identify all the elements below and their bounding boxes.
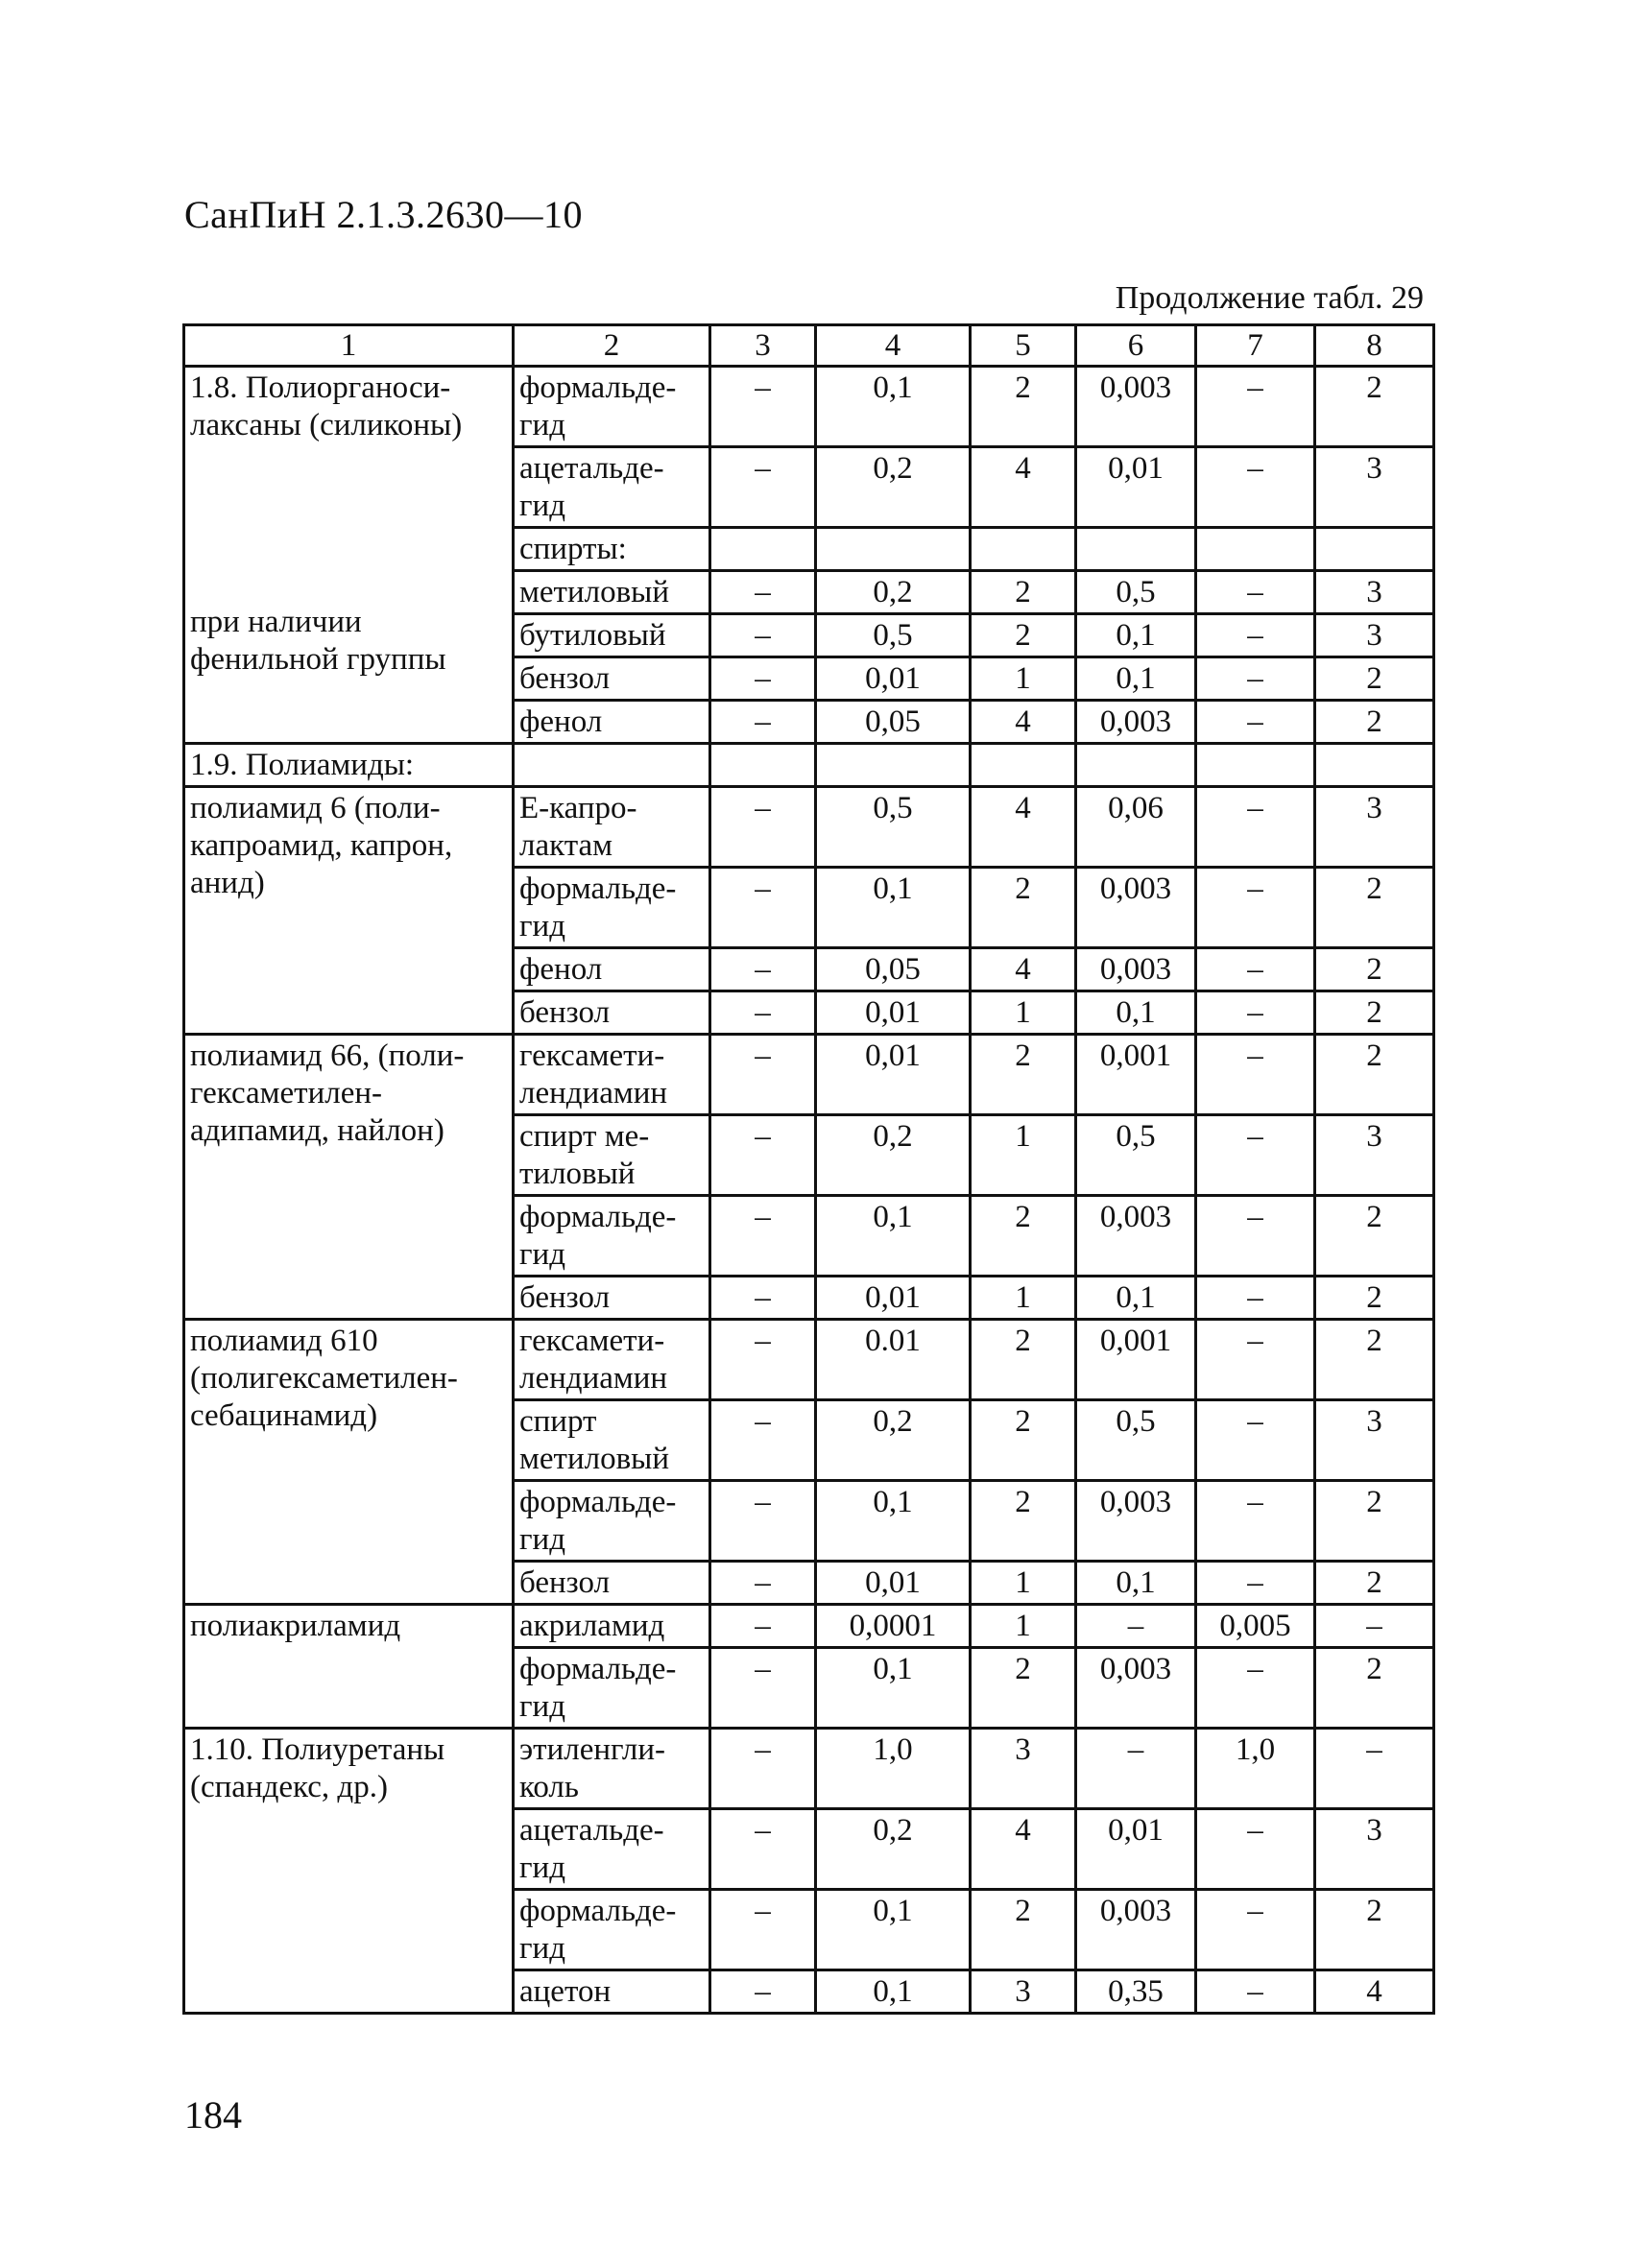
value-cell: 2: [971, 614, 1076, 657]
value-cell: 0,1: [816, 1196, 971, 1277]
substance-cell: спирт метиловый: [514, 1400, 710, 1481]
column-header: 6: [1076, 325, 1196, 367]
value-cell: [816, 744, 971, 787]
value-cell: 0,1: [816, 1648, 971, 1729]
value-cell: –: [1196, 1320, 1315, 1400]
value-cell: 0,05: [816, 948, 971, 991]
value-cell: 0,1: [1076, 1277, 1196, 1320]
value-cell: 1: [971, 657, 1076, 701]
value-cell: –: [710, 1320, 816, 1400]
substance-cell: [514, 744, 710, 787]
material-name: полиакриламид: [190, 1609, 401, 1643]
value-cell: 2: [1315, 1481, 1434, 1562]
value-cell: 4: [971, 948, 1076, 991]
value-cell: 0,01: [816, 1562, 971, 1605]
value-cell: –: [710, 1196, 816, 1277]
table-row: [184, 367, 1434, 447]
material-cell: [184, 1035, 514, 1320]
value-cell: –: [710, 447, 816, 528]
substance-cell: формальде-гид: [514, 1890, 710, 1970]
value-cell: –: [1196, 1890, 1315, 1970]
value-cell: 3: [971, 1970, 1076, 2014]
table-row: [184, 1729, 1434, 1809]
column-header: 5: [971, 325, 1076, 367]
substance-cell: фенол: [514, 701, 710, 744]
value-cell: –: [1196, 571, 1315, 614]
value-cell: 4: [971, 787, 1076, 868]
value-cell: 0,5: [1076, 1115, 1196, 1196]
table-row: [184, 1320, 1434, 1400]
value-cell: 2: [1315, 1648, 1434, 1729]
value-cell: [816, 528, 971, 571]
value-cell: 0,001: [1076, 1320, 1196, 1400]
value-cell: 0,01: [1076, 1809, 1196, 1890]
value-cell: 0,01: [1076, 447, 1196, 528]
value-cell: –: [710, 1277, 816, 1320]
value-cell: 3: [1315, 571, 1434, 614]
value-cell: –: [710, 1729, 816, 1809]
value-cell: 0,1: [816, 367, 971, 447]
value-cell: –: [710, 614, 816, 657]
value-cell: –: [710, 1035, 816, 1115]
value-cell: 2: [971, 1400, 1076, 1481]
value-cell: –: [1196, 614, 1315, 657]
value-cell: 0,1: [1076, 1562, 1196, 1605]
value-cell: –: [710, 1648, 816, 1729]
value-cell: 2: [971, 1320, 1076, 1400]
column-header: 1: [184, 325, 514, 367]
value-cell: –: [1196, 657, 1315, 701]
substance-cell: бутиловый: [514, 614, 710, 657]
value-cell: 1: [971, 1605, 1076, 1648]
value-cell: 3: [1315, 787, 1434, 868]
value-cell: 4: [1315, 1970, 1434, 2014]
substance-cell: ацетон: [514, 1970, 710, 2014]
substance-cell: гексамети-лендиамин: [514, 1035, 710, 1115]
material-name: 1.10. Полиуретаны (спандекс, др.): [190, 1732, 445, 1804]
value-cell: –: [710, 701, 816, 744]
value-cell: 1: [971, 1115, 1076, 1196]
value-cell: 0,0001: [816, 1605, 971, 1648]
value-cell: –: [710, 1890, 816, 1970]
table-caption: Продолжение табл. 29: [1115, 280, 1424, 316]
material-name: 1.8. Полиорганоси-лаксаны (силиконы): [190, 370, 463, 442]
value-cell: 1,0: [1196, 1729, 1315, 1809]
value-cell: [1076, 528, 1196, 571]
value-cell: 0,003: [1076, 1648, 1196, 1729]
material-name: полиамид 6 (поли-капроамид, капрон, анид): [190, 791, 453, 900]
value-cell: 2: [1315, 868, 1434, 948]
value-cell: 0,2: [816, 1400, 971, 1481]
table-body: [184, 325, 1434, 2014]
value-cell: 1,0: [816, 1729, 971, 1809]
column-header: 3: [710, 325, 816, 367]
value-cell: –: [1196, 1970, 1315, 2014]
material-name: полиамид 66, (поли-гексаметилен-адипамид, найлон): [190, 1039, 465, 1148]
hygiene-limits-table: [182, 323, 1435, 2015]
value-cell: 0,01: [816, 657, 971, 701]
value-cell: 2: [971, 1035, 1076, 1115]
value-cell: 0,1: [816, 1970, 971, 2014]
header-row: [184, 325, 1434, 367]
value-cell: 2: [1315, 948, 1434, 991]
value-cell: –: [710, 991, 816, 1035]
value-cell: 0,1: [1076, 657, 1196, 701]
value-cell: –: [710, 1562, 816, 1605]
value-cell: 0,003: [1076, 1890, 1196, 1970]
value-cell: –: [710, 868, 816, 948]
value-cell: –: [1196, 787, 1315, 868]
value-cell: –: [710, 1970, 816, 2014]
material-name: 1.9. Полиамиды:: [190, 748, 415, 782]
substance-cell: метиловый: [514, 571, 710, 614]
value-cell: 0,2: [816, 1115, 971, 1196]
table-row: [184, 744, 1434, 787]
value-cell: 0,5: [1076, 571, 1196, 614]
value-cell: 2: [1315, 1562, 1434, 1605]
value-cell: 0,001: [1076, 1035, 1196, 1115]
value-cell: –: [1196, 868, 1315, 948]
column-header: 4: [816, 325, 971, 367]
table-row: [184, 1605, 1434, 1648]
value-cell: 4: [971, 701, 1076, 744]
value-cell: –: [1196, 447, 1315, 528]
value-cell: [1196, 528, 1315, 571]
value-cell: –: [1196, 1400, 1315, 1481]
value-cell: 0,003: [1076, 948, 1196, 991]
value-cell: –: [710, 1809, 816, 1890]
value-cell: 2: [1315, 657, 1434, 701]
substance-cell: ацетальде-гид: [514, 1809, 710, 1890]
value-cell: 0,5: [816, 787, 971, 868]
material-note: при наличии фенильной группы: [190, 605, 446, 677]
value-cell: [710, 528, 816, 571]
column-header: 8: [1315, 325, 1434, 367]
substance-cell: бензол: [514, 657, 710, 701]
value-cell: –: [1315, 1729, 1434, 1809]
material-cell: [184, 787, 514, 1035]
value-cell: –: [1196, 1809, 1315, 1890]
value-cell: 0,5: [816, 614, 971, 657]
value-cell: [971, 528, 1076, 571]
substance-cell: формальде-гид: [514, 1648, 710, 1729]
value-cell: –: [710, 787, 816, 868]
value-cell: 2: [971, 367, 1076, 447]
document-code: СанПиН 2.1.3.2630—10: [184, 193, 584, 236]
substance-cell: формальде-гид: [514, 1196, 710, 1277]
value-cell: 3: [1315, 614, 1434, 657]
value-cell: 3: [1315, 1115, 1434, 1196]
value-cell: –: [1196, 948, 1315, 991]
substance-cell: бензол: [514, 1277, 710, 1320]
substance-cell: спирты:: [514, 528, 710, 571]
value-cell: 2: [1315, 1320, 1434, 1400]
substance-cell: формальде-гид: [514, 367, 710, 447]
value-cell: –: [710, 1605, 816, 1648]
value-cell: 2: [1315, 991, 1434, 1035]
value-cell: 0,003: [1076, 1481, 1196, 1562]
material-cell: [184, 1320, 514, 1605]
value-cell: 0,01: [816, 1035, 971, 1115]
value-cell: 0,5: [1076, 1400, 1196, 1481]
value-cell: 0,003: [1076, 868, 1196, 948]
value-cell: –: [710, 367, 816, 447]
substance-cell: формальде-гид: [514, 1481, 710, 1562]
value-cell: 0,003: [1076, 367, 1196, 447]
value-cell: –: [1196, 1277, 1315, 1320]
value-cell: 2: [1315, 1277, 1434, 1320]
value-cell: 0,2: [816, 447, 971, 528]
substance-cell: фенол: [514, 948, 710, 991]
value-cell: –: [710, 948, 816, 991]
substance-cell: гексамети-лендиамин: [514, 1320, 710, 1400]
value-cell: 0.01: [816, 1320, 971, 1400]
value-cell: 3: [1315, 447, 1434, 528]
column-header: 7: [1196, 325, 1315, 367]
value-cell: 0,003: [1076, 1196, 1196, 1277]
material-cell: [184, 367, 514, 744]
material-cell: [184, 744, 514, 787]
value-cell: 2: [971, 1890, 1076, 1970]
value-cell: [710, 744, 816, 787]
value-cell: 0,01: [816, 1277, 971, 1320]
substance-cell: бензол: [514, 1562, 710, 1605]
value-cell: –: [710, 657, 816, 701]
material-name: полиамид 610 (полигексаметилен-себацинамид): [190, 1324, 458, 1433]
table-row: [184, 787, 1434, 868]
value-cell: 0,1: [816, 1890, 971, 1970]
value-cell: –: [1196, 1481, 1315, 1562]
value-cell: 0,2: [816, 1809, 971, 1890]
substance-cell: акриламид: [514, 1605, 710, 1648]
substance-cell: формальде-гид: [514, 868, 710, 948]
value-cell: 3: [1315, 1809, 1434, 1890]
value-cell: 0,01: [816, 991, 971, 1035]
value-cell: 0,1: [1076, 614, 1196, 657]
value-cell: 1: [971, 991, 1076, 1035]
value-cell: 2: [1315, 1196, 1434, 1277]
value-cell: –: [710, 1400, 816, 1481]
value-cell: [1315, 528, 1434, 571]
page-number: 184: [184, 2093, 242, 2137]
value-cell: –: [1196, 701, 1315, 744]
value-cell: 3: [971, 1729, 1076, 1809]
value-cell: –: [1196, 367, 1315, 447]
value-cell: –: [710, 1481, 816, 1562]
value-cell: 4: [971, 1809, 1076, 1890]
value-cell: 2: [971, 868, 1076, 948]
value-cell: 0,1: [816, 868, 971, 948]
value-cell: 0,06: [1076, 787, 1196, 868]
value-cell: 2: [1315, 701, 1434, 744]
value-cell: –: [1196, 1035, 1315, 1115]
value-cell: –: [710, 1115, 816, 1196]
value-cell: [1315, 744, 1434, 787]
value-cell: 2: [971, 1648, 1076, 1729]
value-cell: 2: [971, 571, 1076, 614]
substance-cell: ацетальде-гид: [514, 447, 710, 528]
material-cell: [184, 1729, 514, 2014]
value-cell: –: [1196, 1115, 1315, 1196]
value-cell: 0,1: [1076, 991, 1196, 1035]
value-cell: –: [1196, 1196, 1315, 1277]
value-cell: 0,005: [1196, 1605, 1315, 1648]
substance-cell: Е-капро-лактам: [514, 787, 710, 868]
column-header: 2: [514, 325, 710, 367]
substance-cell: спирт ме-тиловый: [514, 1115, 710, 1196]
substance-cell: этиленгли-коль: [514, 1729, 710, 1809]
value-cell: [1196, 744, 1315, 787]
value-cell: 0,35: [1076, 1970, 1196, 2014]
value-cell: –: [1196, 1562, 1315, 1605]
value-cell: 2: [1315, 1035, 1434, 1115]
value-cell: 0,2: [816, 571, 971, 614]
value-cell: –: [710, 571, 816, 614]
value-cell: 0,05: [816, 701, 971, 744]
value-cell: [971, 744, 1076, 787]
value-cell: –: [1315, 1605, 1434, 1648]
material-cell: [184, 1605, 514, 1729]
value-cell: 2: [1315, 1890, 1434, 1970]
substance-cell: бензол: [514, 991, 710, 1035]
value-cell: 3: [1315, 1400, 1434, 1481]
value-cell: 1: [971, 1562, 1076, 1605]
value-cell: 0,003: [1076, 701, 1196, 744]
value-cell: –: [1076, 1605, 1196, 1648]
value-cell: 2: [971, 1196, 1076, 1277]
value-cell: 1: [971, 1277, 1076, 1320]
value-cell: [1076, 744, 1196, 787]
value-cell: 0,1: [816, 1481, 971, 1562]
value-cell: 4: [971, 447, 1076, 528]
value-cell: 2: [1315, 367, 1434, 447]
value-cell: –: [1196, 1648, 1315, 1729]
value-cell: –: [1196, 991, 1315, 1035]
value-cell: 2: [971, 1481, 1076, 1562]
value-cell: –: [1076, 1729, 1196, 1809]
table-row: [184, 1035, 1434, 1115]
